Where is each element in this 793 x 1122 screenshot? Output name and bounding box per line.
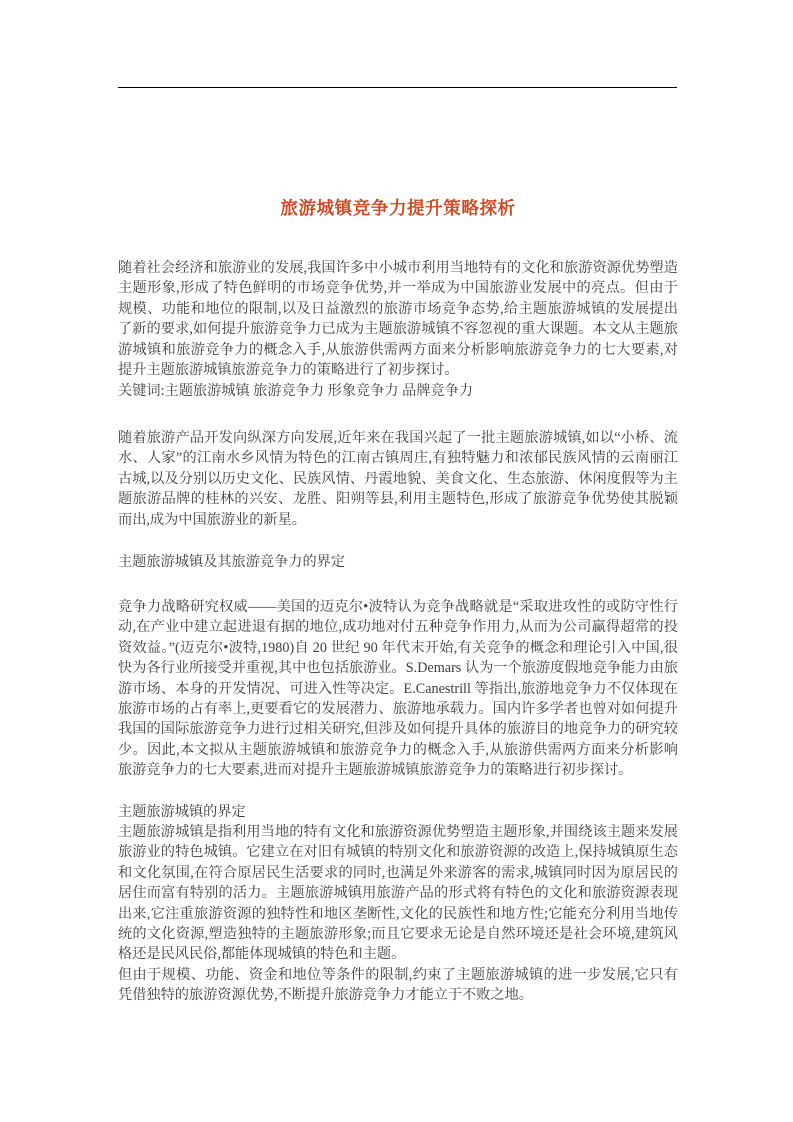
abstract-paragraph xyxy=(118,258,678,380)
section-2-text: 主题旅游城镇是指利用当地的特有文化和旅游资源优势塑造主题形象,并围绕该主题来发展旅游业的特色城镇。它建立在对旧有城镇的特别文化和旅游资源的改造上,保持城镇原生态和文化氛围,在符合原居民生活要求的同时,也满足外来游客的需求,城镇同时因为原居民的居住而富有特别的活力。主题旅游城镇用旅游产品的形式将有特色的文化和旅游资源表现出来,它注重旅游资源的独特性和地区垄断性,文化的民族性和地方性;它能充分利用当地传统的文化资源,塑造独特的主题旅游形象;而且它要求无论是自然环境还是社会环境,建筑风格还是民风民俗,都能体现城镇的特色和主题。 xyxy=(118,824,678,963)
section-2-body xyxy=(118,822,678,965)
section-1-body xyxy=(118,597,678,781)
section-2-closing-text: 但由于规模、功能、资金和地位等条件的限制,约束了主题旅游城镇的进一步发展,它只有凭借独特的旅游资源优势,不断提升旅游竞争力才能立于不败之地。 xyxy=(118,967,678,1004)
abstract-text: 随着社会经济和旅游业的发展,我国许多中小城市利用当地特有的文化和旅游资源优势塑造主题形象,形成了特色鲜明的市场竞争优势,并一举成为中国旅游业发展中的亮点。但由于规模、功能和地位的限制,以及日益激烈的旅游市场竞争态势,给主题旅游城镇的发展提出了新的要求,如何提升旅游竞争力已成为主题旅游城镇不容忽视的重大课题。本文从主题旅游城镇和旅游竞争力的概念入手,从旅游供需两方面来分析影响旅游竞争力的七大要素,对提升主题旅游城镇旅游竞争力的策略进行了初步探讨。 xyxy=(118,260,678,379)
section-heading-1 xyxy=(118,552,678,572)
section-1-text: 竞争力战略研究权威——美国的迈克尔•波特认为竞争战略就是“采取进攻性的或防守性行动,在产业中建立起进退有据的地位,成功地对付五种竞争作用力,从而为公司赢得超常的投资效益。”(迈克尔•波特,1980)自 20 世纪 90 年代末开始,有关竞争的概念和理论引入中国,很快为各行业所接受并重视,其中也包括旅游业。S.Demars 认为一个旅游度假地竞争能力由旅游市场、本身的开发情况、可进入性等决定。E.Canestrill 等指出,旅游地竞争力不仅体现在旅游市场的占有率上,更要看它的发展潜力、旅游地承载力。国内许多学者也曾对如何提升我国的国际旅游竞争力进行过相关研究,但涉及如何提升具体的旅游目的地竞争力的研究较少。因此,本文拟从主题旅游城镇和旅游竞争力的概念入手,从旅游供需两方面来分析影响旅游竞争力的七大要素,进而对提升主题旅游城镇旅游竞争力的策略进行初步探讨。 xyxy=(118,599,678,779)
section-heading-1-text: 主题旅游城镇及其旅游竞争力的界定 xyxy=(118,554,346,570)
introduction-paragraph xyxy=(118,428,678,530)
keywords-line xyxy=(118,381,678,401)
keywords-text: 关键词:主题旅游城镇 旅游竞争力 形象竞争力 品牌竞争力 xyxy=(118,383,474,399)
header-divider-rule xyxy=(118,87,677,88)
section-2-closing xyxy=(118,965,678,1006)
section-heading-2 xyxy=(118,802,678,822)
section-heading-2-text: 主题旅游城镇的界定 xyxy=(118,804,246,820)
page-title: 旅游城镇竞争力提升策略探析 xyxy=(280,197,516,218)
introduction-text: 随着旅游产品开发向纵深方向发展,近年来在我国兴起了一批主题旅游城镇,如以“小桥、流水、人家”的江南水乡风情为特色的江南古镇周庄,有独特魅力和浓郁民族风情的云南丽江古城,以及分别以历史文化、民族风情、丹霞地貌、美食文化、生态旅游、休闲度假等为主题旅游品牌的桂林的兴安、龙胜、阳朔等县,利用主题特色,形成了旅游竞争优势使其脱颖而出,成为中国旅游业的新星。 xyxy=(118,430,678,528)
